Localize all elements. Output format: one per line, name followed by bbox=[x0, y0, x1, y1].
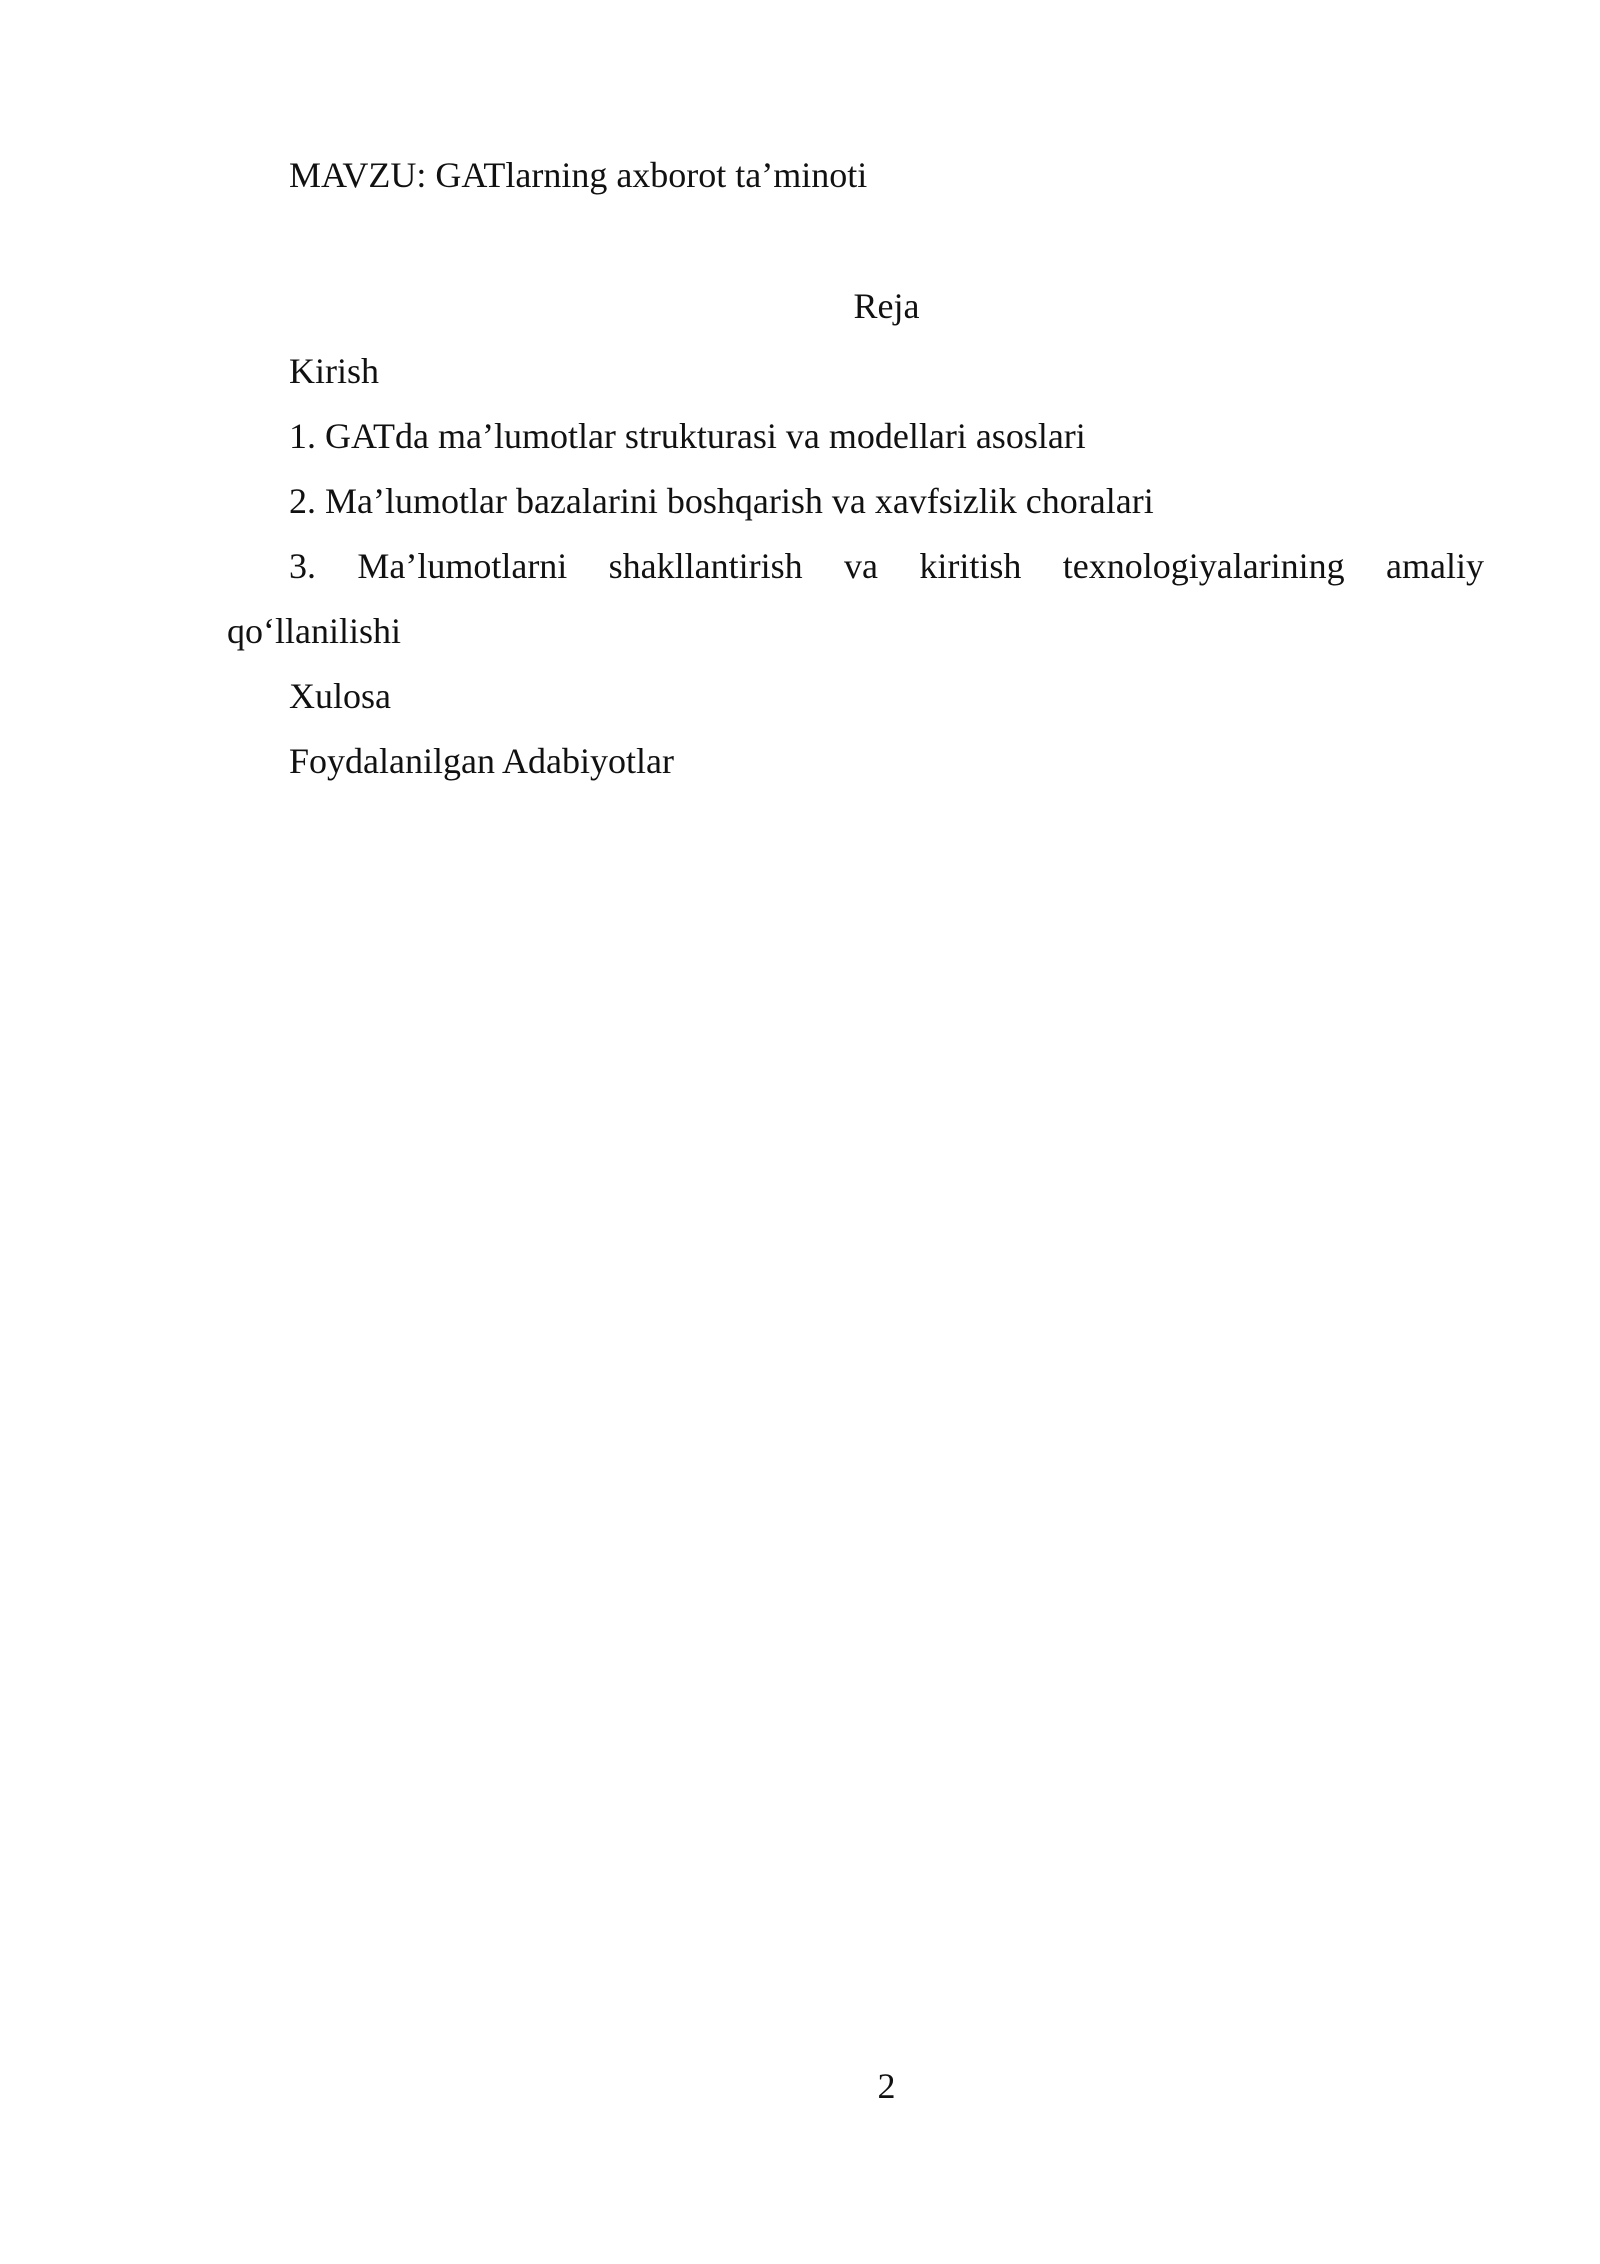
plan-item-3 bbox=[289, 544, 1484, 588]
plan-item-3-word: Ma’lumotlarni bbox=[357, 546, 568, 586]
plan-item-1: 1. GATda ma’lumotlar strukturasi va modellari asoslari bbox=[289, 416, 1086, 456]
plan-item-3-word: amaliy bbox=[1386, 546, 1484, 586]
plan-item-references: Foydalanilgan Adabiyotlar bbox=[289, 741, 674, 781]
plan-item-3-continuation: qo‘llanilishi bbox=[227, 611, 401, 651]
plan-item-3-word: texnologiyalarining bbox=[1062, 546, 1345, 586]
plan-item-3-word: shakllantirish bbox=[608, 546, 803, 586]
plan-item-3-word: va bbox=[844, 546, 878, 586]
plan-item-conclusion: Xulosa bbox=[289, 676, 391, 716]
plan-heading: Reja bbox=[853, 286, 920, 326]
topic-title: MAVZU: GATlarning axborot ta’minoti bbox=[289, 155, 868, 195]
plan-item-3-word: kiritish bbox=[919, 546, 1022, 586]
plan-item-2: 2. Ma’lumotlar bazalarini boshqarish va xavfsizlik choralari bbox=[289, 481, 1154, 521]
page-number: 2 bbox=[877, 2066, 896, 2106]
plan-item-3-word: 3. bbox=[289, 546, 316, 586]
plan-item-intro: Kirish bbox=[289, 351, 379, 391]
